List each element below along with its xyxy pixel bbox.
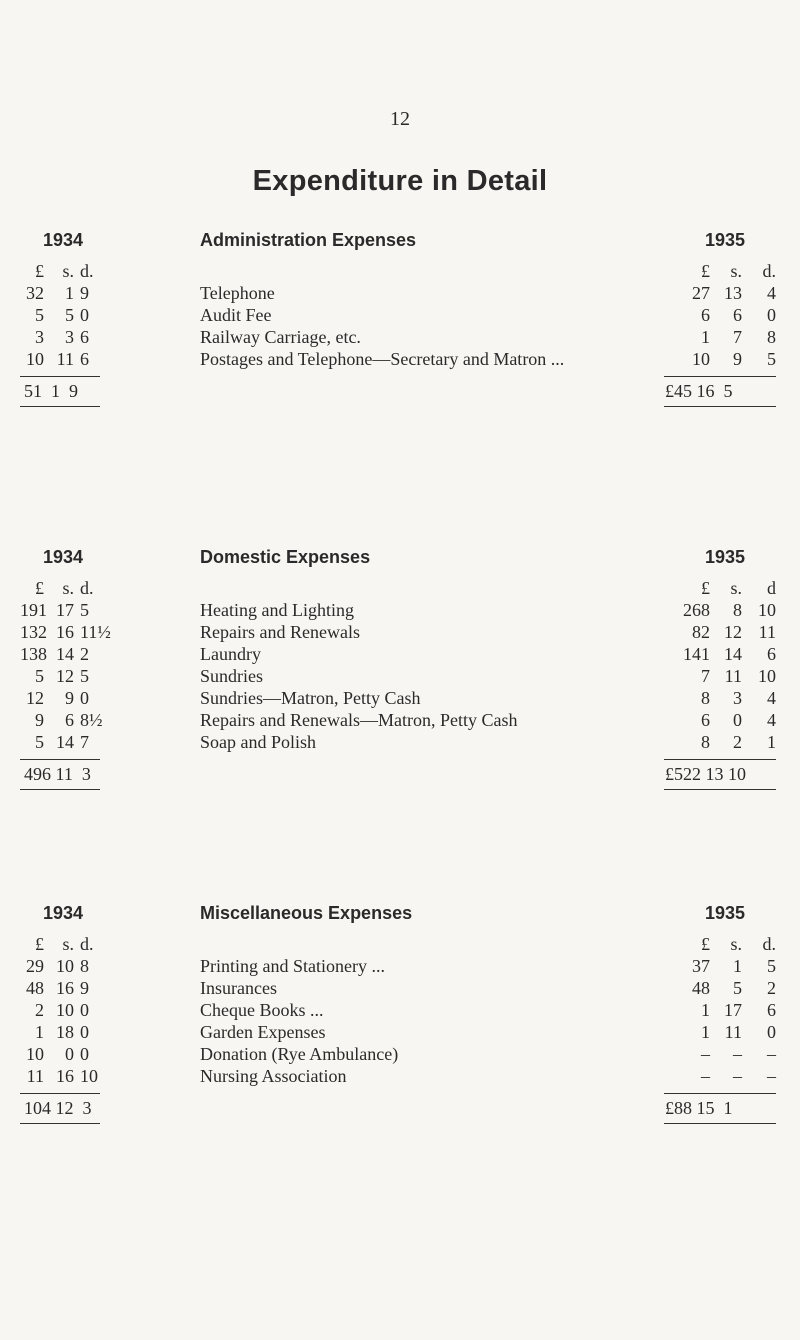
amount-1934: 0 <box>80 1044 89 1064</box>
amount-1935: 268 <box>683 600 710 620</box>
amount-1935: 8 <box>767 327 776 347</box>
total-1935: £522 13 10 <box>665 764 746 784</box>
item-description: Audit Fee <box>200 305 272 325</box>
item-description: Repairs and Renewals—Matron, Petty Cash <box>200 710 518 730</box>
amount-1934: 10 <box>80 1066 98 1086</box>
domestic-expenses-section <box>0 547 800 785</box>
table-row <box>0 643 800 665</box>
amount-1934: 6 <box>80 349 89 369</box>
amount-1934: 5 <box>35 305 44 325</box>
section-header <box>0 547 800 577</box>
amount-1934: 11½ <box>80 622 111 642</box>
amount-1934: 29 <box>26 956 44 976</box>
unit-right: £ <box>701 261 710 281</box>
amount-1934: 191 <box>20 600 47 620</box>
table-row <box>0 1021 800 1043</box>
table-row <box>0 282 800 304</box>
total-underline-right <box>664 406 776 407</box>
amount-1935: 7 <box>733 327 742 347</box>
totals-row <box>0 1093 800 1119</box>
amount-1935: 1 <box>733 956 742 976</box>
item-description: Repairs and Renewals <box>200 622 360 642</box>
amount-1935: 5 <box>767 349 776 369</box>
year-right: 1935 <box>705 903 746 923</box>
unit-left: d. <box>80 578 94 598</box>
administration-expenses-section <box>0 230 800 402</box>
section-heading: Administration Expenses <box>200 230 417 250</box>
amount-1935: 0 <box>767 1022 776 1042</box>
amount-1934: 48 <box>26 978 44 998</box>
amount-1934: 9 <box>80 978 89 998</box>
unit-right: s. <box>730 578 742 598</box>
amount-1935: 4 <box>767 688 776 708</box>
total-underline-left <box>20 1123 100 1124</box>
table-row <box>0 977 800 999</box>
amount-1935: 11 <box>724 666 742 686</box>
amount-1935: 6 <box>767 644 776 664</box>
amount-1935: 14 <box>724 644 742 664</box>
currency-unit-row <box>0 933 800 955</box>
amount-1935: 141 <box>683 644 710 664</box>
amount-1935: 37 <box>692 956 710 976</box>
amount-1935: 4 <box>767 283 776 303</box>
section-heading: Miscellaneous Expenses <box>200 903 413 923</box>
amount-1935: 0 <box>733 710 742 730</box>
item-description: Insurances <box>200 978 277 998</box>
amount-1934: 5 <box>80 666 89 686</box>
amount-1934: 6 <box>65 710 74 730</box>
amount-1934: 10 <box>56 1000 74 1020</box>
total-1935: £45 16 5 <box>665 381 733 401</box>
amount-1935: 10 <box>758 600 776 620</box>
amount-1934: 14 <box>56 732 74 752</box>
page-title: Expenditure in Detail <box>252 165 548 197</box>
amount-1935: 2 <box>767 978 776 998</box>
amount-1935: 8 <box>733 600 742 620</box>
amount-1934: 5 <box>65 305 74 325</box>
amount-1934: 10 <box>26 349 44 369</box>
section-heading: Domestic Expenses <box>200 547 371 567</box>
amount-1935: 5 <box>767 956 776 976</box>
total-underline-left <box>20 789 100 790</box>
amount-1935: 10 <box>758 666 776 686</box>
amount-1934: 1 <box>35 1022 44 1042</box>
amount-1934: 12 <box>56 666 74 686</box>
table-row <box>0 621 800 643</box>
amount-1934: 5 <box>80 600 89 620</box>
amount-1935: 1 <box>701 1022 710 1042</box>
total-1934: 496 11 3 <box>24 764 91 784</box>
total-rule-left <box>20 759 100 760</box>
amount-1934: 14 <box>56 644 74 664</box>
amount-1935: 1 <box>767 732 776 752</box>
amount-1934: 0 <box>80 1000 89 1020</box>
amount-1934: 6 <box>80 327 89 347</box>
item-description: Garden Expenses <box>200 1022 326 1042</box>
amount-1935: – <box>733 1066 742 1086</box>
item-description: Soap and Polish <box>200 732 317 752</box>
amount-1935: – <box>701 1066 710 1086</box>
unit-right: d. <box>762 934 776 954</box>
amount-1934: 10 <box>56 956 74 976</box>
year-right: 1935 <box>705 547 746 567</box>
amount-1935: 9 <box>733 349 742 369</box>
total-rule-right <box>664 1093 776 1094</box>
amount-1934: 12 <box>26 688 44 708</box>
total-1935: £88 15 1 <box>665 1098 733 1118</box>
unit-left: d. <box>80 261 94 281</box>
item-description: Railway Carriage, etc. <box>200 327 361 347</box>
amount-1935: 13 <box>724 283 742 303</box>
amount-1934: 138 <box>20 644 47 664</box>
totals-row <box>0 759 800 785</box>
amount-1934: 10 <box>26 1044 44 1064</box>
amount-1935: 82 <box>692 622 710 642</box>
amount-1934: 3 <box>65 327 74 347</box>
table-row <box>0 999 800 1021</box>
table-row <box>0 304 800 326</box>
table-row <box>0 1065 800 1087</box>
year-right: 1935 <box>705 230 746 250</box>
amount-1934: 0 <box>80 1022 89 1042</box>
amount-1935: – <box>701 1044 710 1064</box>
amount-1934: 9 <box>80 283 89 303</box>
amount-1935: – <box>767 1066 776 1086</box>
item-description: Telephone <box>200 283 275 303</box>
unit-left: s. <box>62 578 74 598</box>
total-underline-right <box>664 1123 776 1124</box>
amount-1934: 8½ <box>80 710 103 730</box>
item-description: Laundry <box>200 644 261 664</box>
total-1934: 104 12 3 <box>24 1098 92 1118</box>
item-description: Heating and Lighting <box>200 600 354 620</box>
unit-left: £ <box>35 261 44 281</box>
amount-1935: – <box>767 1044 776 1064</box>
amount-1935: 7 <box>701 666 710 686</box>
table-row <box>0 326 800 348</box>
amount-1935: 8 <box>701 732 710 752</box>
amount-1934: 18 <box>56 1022 74 1042</box>
amount-1934: 9 <box>65 688 74 708</box>
amount-1935: 2 <box>733 732 742 752</box>
totals-row <box>0 376 800 402</box>
unit-right: s. <box>730 934 742 954</box>
amount-1934: 16 <box>56 1066 74 1086</box>
table-row <box>0 599 800 621</box>
table-row <box>0 709 800 731</box>
amount-1934: 2 <box>35 1000 44 1020</box>
amount-1935: 17 <box>724 1000 742 1020</box>
amount-1935: 11 <box>724 1022 742 1042</box>
amount-1934: 11 <box>56 349 74 369</box>
unit-left: s. <box>62 934 74 954</box>
amount-1935: 6 <box>701 710 710 730</box>
year-left: 1934 <box>43 230 84 250</box>
currency-unit-row <box>0 577 800 599</box>
amount-1935: 6 <box>701 305 710 325</box>
table-row <box>0 955 800 977</box>
amount-1934: 11 <box>26 1066 44 1086</box>
item-description: Postages and Telephone—Secretary and Matron ... <box>200 349 565 369</box>
total-underline-left <box>20 406 100 407</box>
unit-left: s. <box>62 261 74 281</box>
miscellaneous-expenses-section <box>0 903 800 1119</box>
amount-1934: 0 <box>65 1044 74 1064</box>
amount-1934: 2 <box>80 644 89 664</box>
amount-1934: 0 <box>80 688 89 708</box>
amount-1934: 17 <box>56 600 74 620</box>
amount-1935: 0 <box>767 305 776 325</box>
total-rule-right <box>664 376 776 377</box>
item-description: Sundries <box>200 666 263 686</box>
unit-right: s. <box>730 261 742 281</box>
amount-1935: 11 <box>758 622 776 642</box>
currency-unit-row <box>0 260 800 282</box>
amount-1934: 0 <box>80 305 89 325</box>
total-rule-left <box>20 1093 100 1094</box>
item-description: Sundries—Matron, Petty Cash <box>200 688 421 708</box>
unit-left: £ <box>35 934 44 954</box>
amount-1934: 5 <box>35 666 44 686</box>
table-row <box>0 687 800 709</box>
amount-1934: 5 <box>35 732 44 752</box>
table-row <box>0 348 800 370</box>
total-underline-right <box>664 789 776 790</box>
amount-1935: 4 <box>767 710 776 730</box>
total-rule-left <box>20 376 100 377</box>
unit-left: d. <box>80 934 94 954</box>
amount-1935: 1 <box>701 1000 710 1020</box>
section-header <box>0 230 800 260</box>
amount-1934: 9 <box>35 710 44 730</box>
amount-1934: 8 <box>80 956 89 976</box>
item-description: Cheque Books ... <box>200 1000 324 1020</box>
year-left: 1934 <box>43 547 84 567</box>
amount-1935: 1 <box>701 327 710 347</box>
amount-1935: 6 <box>767 1000 776 1020</box>
unit-right: d <box>767 578 776 598</box>
amount-1935: 48 <box>692 978 710 998</box>
amount-1935: 5 <box>733 978 742 998</box>
item-description: Nursing Association <box>200 1066 347 1086</box>
amount-1935: 3 <box>733 688 742 708</box>
amount-1934: 1 <box>65 283 74 303</box>
item-description: Printing and Stationery ... <box>200 956 385 976</box>
page-number: 12 <box>390 108 410 130</box>
amount-1934: 16 <box>56 622 74 642</box>
total-1934: 51 1 9 <box>24 381 78 401</box>
amount-1935: – <box>733 1044 742 1064</box>
section-header <box>0 903 800 933</box>
table-row <box>0 665 800 687</box>
amount-1935: 27 <box>692 283 710 303</box>
table-row <box>0 731 800 753</box>
amount-1934: 16 <box>56 978 74 998</box>
item-description: Donation (Rye Ambulance) <box>200 1044 399 1064</box>
amount-1934: 132 <box>20 622 47 642</box>
amount-1935: 6 <box>733 305 742 325</box>
amount-1934: 32 <box>26 283 44 303</box>
unit-left: £ <box>35 578 44 598</box>
unit-right: d. <box>762 261 776 281</box>
amount-1935: 8 <box>701 688 710 708</box>
amount-1934: 3 <box>35 327 44 347</box>
total-rule-right <box>664 759 776 760</box>
year-left: 1934 <box>43 903 84 923</box>
amount-1935: 12 <box>724 622 742 642</box>
amount-1935: 10 <box>692 349 710 369</box>
amount-1934: 7 <box>80 732 89 752</box>
unit-right: £ <box>701 934 710 954</box>
table-row <box>0 1043 800 1065</box>
unit-right: £ <box>701 578 710 598</box>
